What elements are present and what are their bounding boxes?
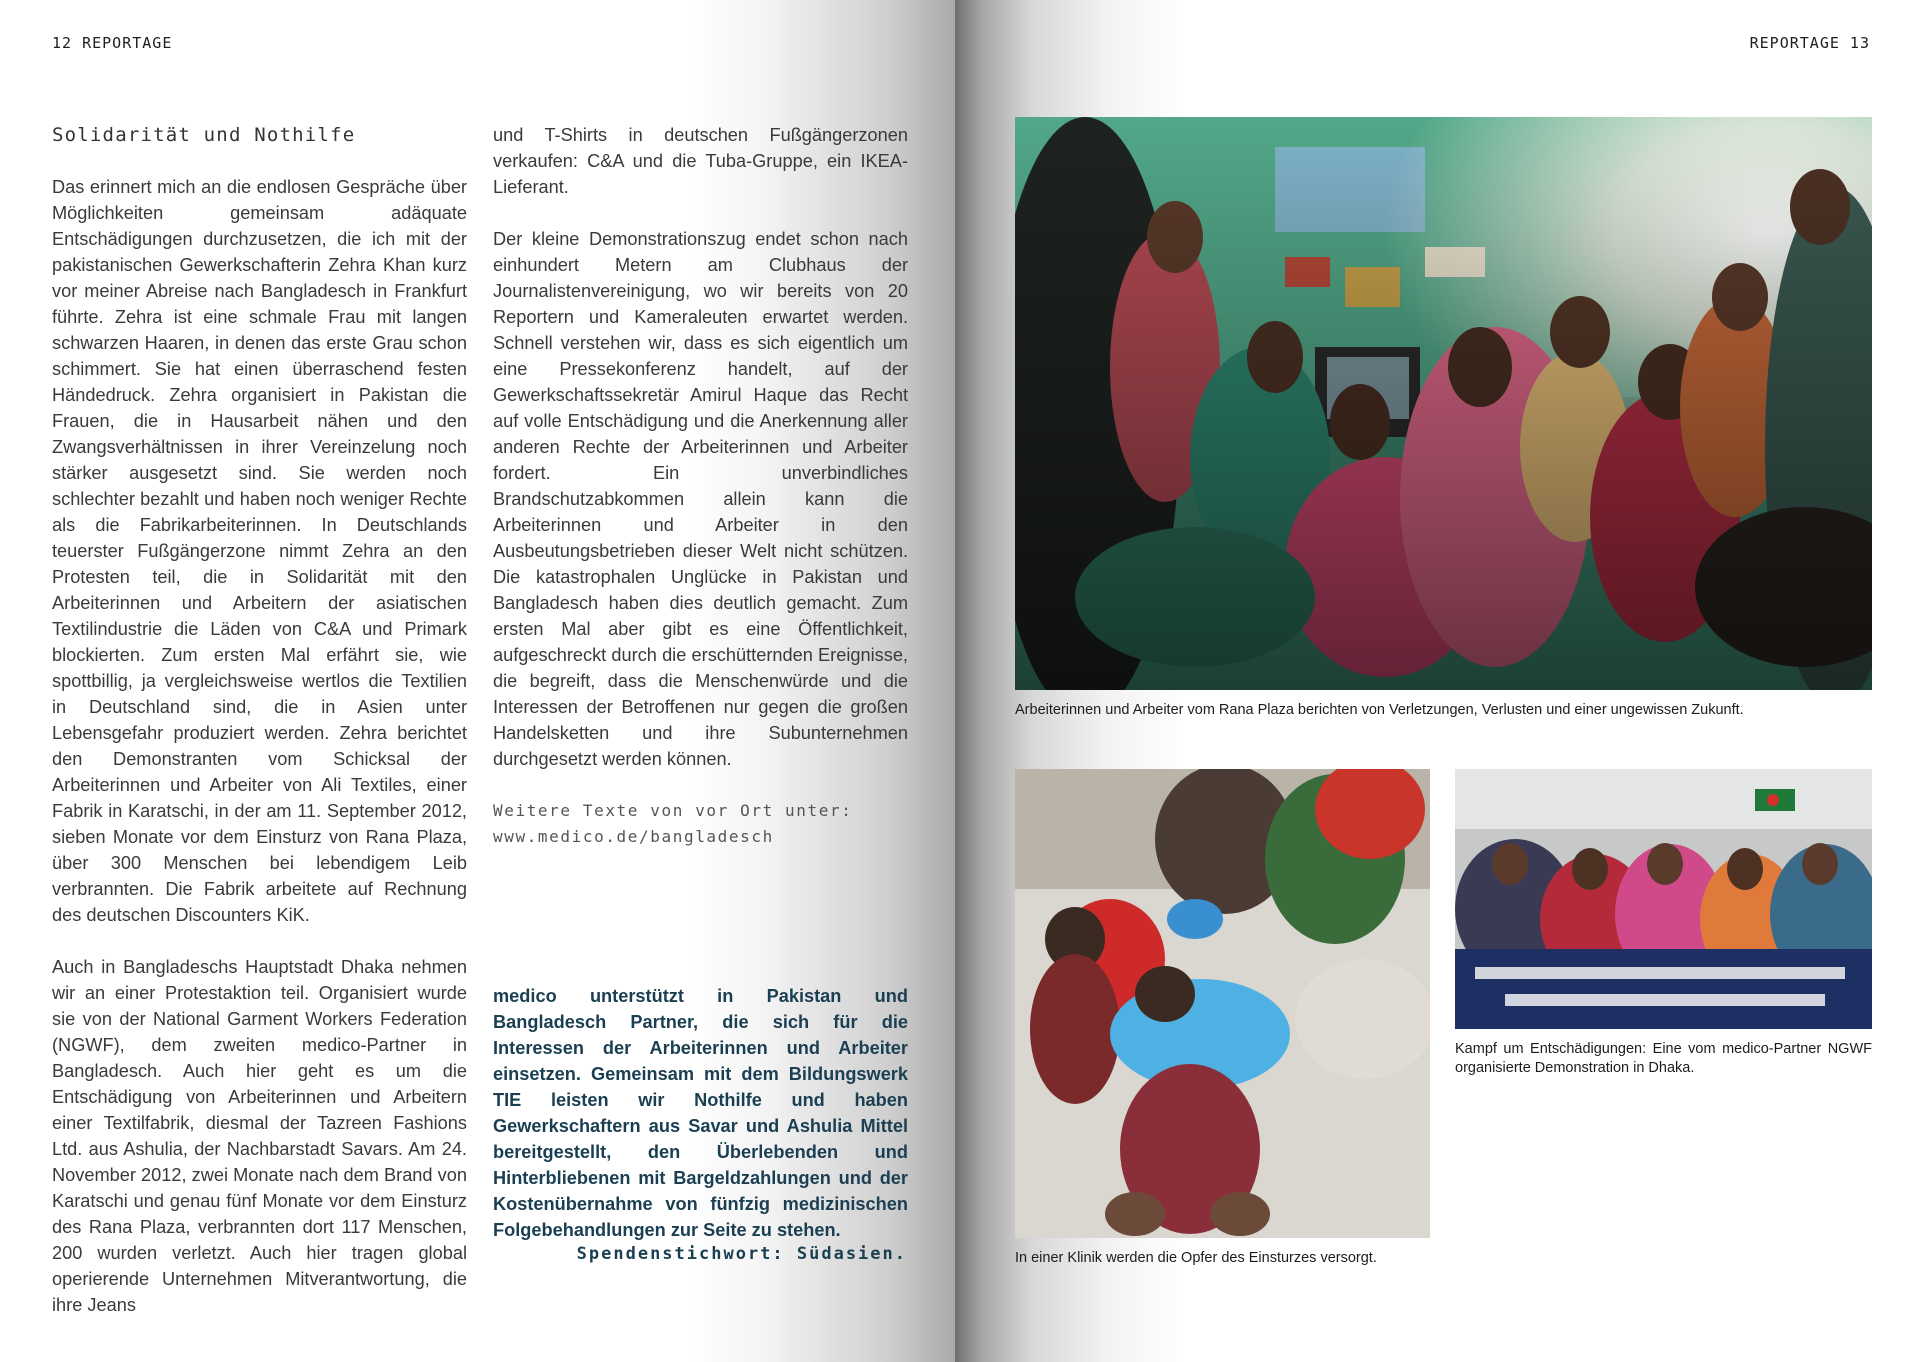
further-texts-label: Weitere Texte von vor Ort unter: <box>493 801 853 820</box>
caption-workers-meeting: Arbeiterinnen und Arbeiter vom Rana Plaza berichten von Verletzungen, Verlusten und einer ungewissen Zukunft. <box>1015 702 1744 718</box>
left-page <box>0 0 955 1362</box>
body-paragraph: Der kleine Demonstrationszug endet schon nach einhundert Metern am Clubhaus der Journalistenvereinigung, wo wir bereits von 20 Reportern und Kameraleuten erwartet werden. Schnell verstehen wir, dass es sich eigentlich um eine Pressekonferenz handelt, auf der Gewerkschaftssekretär Amirul Haque das Recht auf volle Entschädigung und die Anerkennung aller anderen Rechte der Arbeiterinnen und Arbeiter fordert. Ein unverbindliches Brandschutzabkommen allein kann die Arbeiterinnen und Arbeiter in den Ausbeutungsbetrieben dieser Welt nicht schützen. Die katastrophalen Unglücke in Pakistan und Bangladesch haben dies deutlich gemacht. Zum ersten Mal aber gibt es eine Öffentlichkeit, aufgeschreckt durch die erschütternden Ereignisse, die begreift, dass die Menschenwürde und die Interessen der Betroffenen nur gegen die großen Handelsketten und ihre Subunternehmen durchgesetzt werden können. <box>493 229 908 769</box>
body-paragraph: Das erinnert mich an die endlosen Gespräche über Möglichkeiten gemeinsam adäquate Entschädigungen durchzusetzen, die ich mit der pakistanischen Gewerkschafterin Zehra Khan kurz vor meiner Abreise nach Bangladesch in Frankfurt führte. Zehra ist eine schmale Frau mit langen schwarzen Haaren, in denen das erste Grau schon schimmert. Sie hat einen überraschend festen Händedruck. Zehra organisiert in Pakistan die Frauen, die in Hausarbeit nähen und den Zwangsverhältnissen in ihrer Vereinzelung noch stärker ausgesetzt sind. Sie werden noch schlechter bezahlt und haben noch weniger Rechte als die Fabrikarbeiterinnen. In Deutschlands teuerster Fußgängerzone nimmt Zehra an den Protesten teil, die in Solidarität mit den Arbeiterinnen und Arbeitern der asiatischen Textilindustrie die Läden von C&A und Primark blockierten. Zum ersten Mal erfährt sie, wie spottbillig, ja vergleichsweise wertlos die Textilien in Deutschland sind, die in Asien unter Lebensgefahr produziert werden. Zehra berichtet den Demonstranten vom Schicksal der Arbeiterinnen und Arbeiter von Ali Textiles, einer Fabrik in Karatschi, in der am 11. September 2012, sieben Monate vor dem Einsturz von Rana Plaza, über 300 Menschen bei lebendigem Leib verbrannten. Die Fabrik arbeitete auf Rechnung des deutschen Discounters KiK. <box>52 177 467 925</box>
photo-clinic <box>1015 769 1430 1238</box>
text-column-2 <box>493 122 908 850</box>
page-folio-left: 12 REPORTAGE <box>52 34 173 52</box>
caption-clinic: In einer Klinik werden die Opfer des Einsturzes versorgt. <box>1015 1250 1377 1266</box>
text-column-1 <box>52 122 467 1344</box>
caption-demonstration: Kampf um Entschädigungen: Eine vom medico-Partner NGWF organisierte Demonstration in Dhaka. <box>1455 1041 1872 1076</box>
photo-workers-meeting <box>1015 117 1872 690</box>
body-paragraph: und T-Shirts in deutschen Fußgängerzonen verkaufen: C&A und die Tuba-Gruppe, ein IKEA-Lieferant. <box>493 125 908 197</box>
photo-demonstration <box>1455 769 1872 1029</box>
support-box-text: medico unterstützt in Pakistan und Bangladesch Partner, die sich für die Interessen der Arbeiterinnen und Arbeiter einsetzen. Gemeinsam mit dem Bildungswerk TIE leisten wir Nothilfe und haben Gewerkschaftern aus Savar und Ashulia Mittel bereitgestellt, den Überlebenden und Hinterbliebenen mit Bargeldzahlungen und der Kostenübernahme von fünfzig medizinischen Folgebehandlungen zur Seite zu stehen. <box>493 986 908 1240</box>
body-paragraph: Auch in Bangladeschs Hauptstadt Dhaka nehmen wir an einer Protestaktion teil. Organisiert wurde sie von der National Garment Workers Federation (NGWF), dem zweiten medico-Partner in Bangladesch. Auch hier geht es um die Entschädigung von Arbeiterinnen und Arbeitern einer Textilfabrik, diesmal der Tazreen Fashions Ltd. aus Ashulia, der Nachbarstadt Savars. Am 24. November 2012, zwei Monate nach dem Brand von Karatschi und genau fünf Monate vor dem Einsturz des Rana Plaza, verbrannten dort 117 Menschen, 200 wurden verletzt. Auch hier tragen global operierende Unternehmen Mitverantwortung, die ihre Jeans <box>52 957 467 1315</box>
section-heading: Solidarität und Nothilfe <box>52 124 356 146</box>
further-texts-note <box>493 798 908 850</box>
donation-keyword: Spendenstichwort: Südasien. <box>576 1244 907 1264</box>
right-page <box>955 0 1920 1362</box>
page-folio-right: REPORTAGE 13 <box>1749 34 1870 52</box>
further-texts-link[interactable]: www.medico.de/bangladesch <box>493 827 774 846</box>
